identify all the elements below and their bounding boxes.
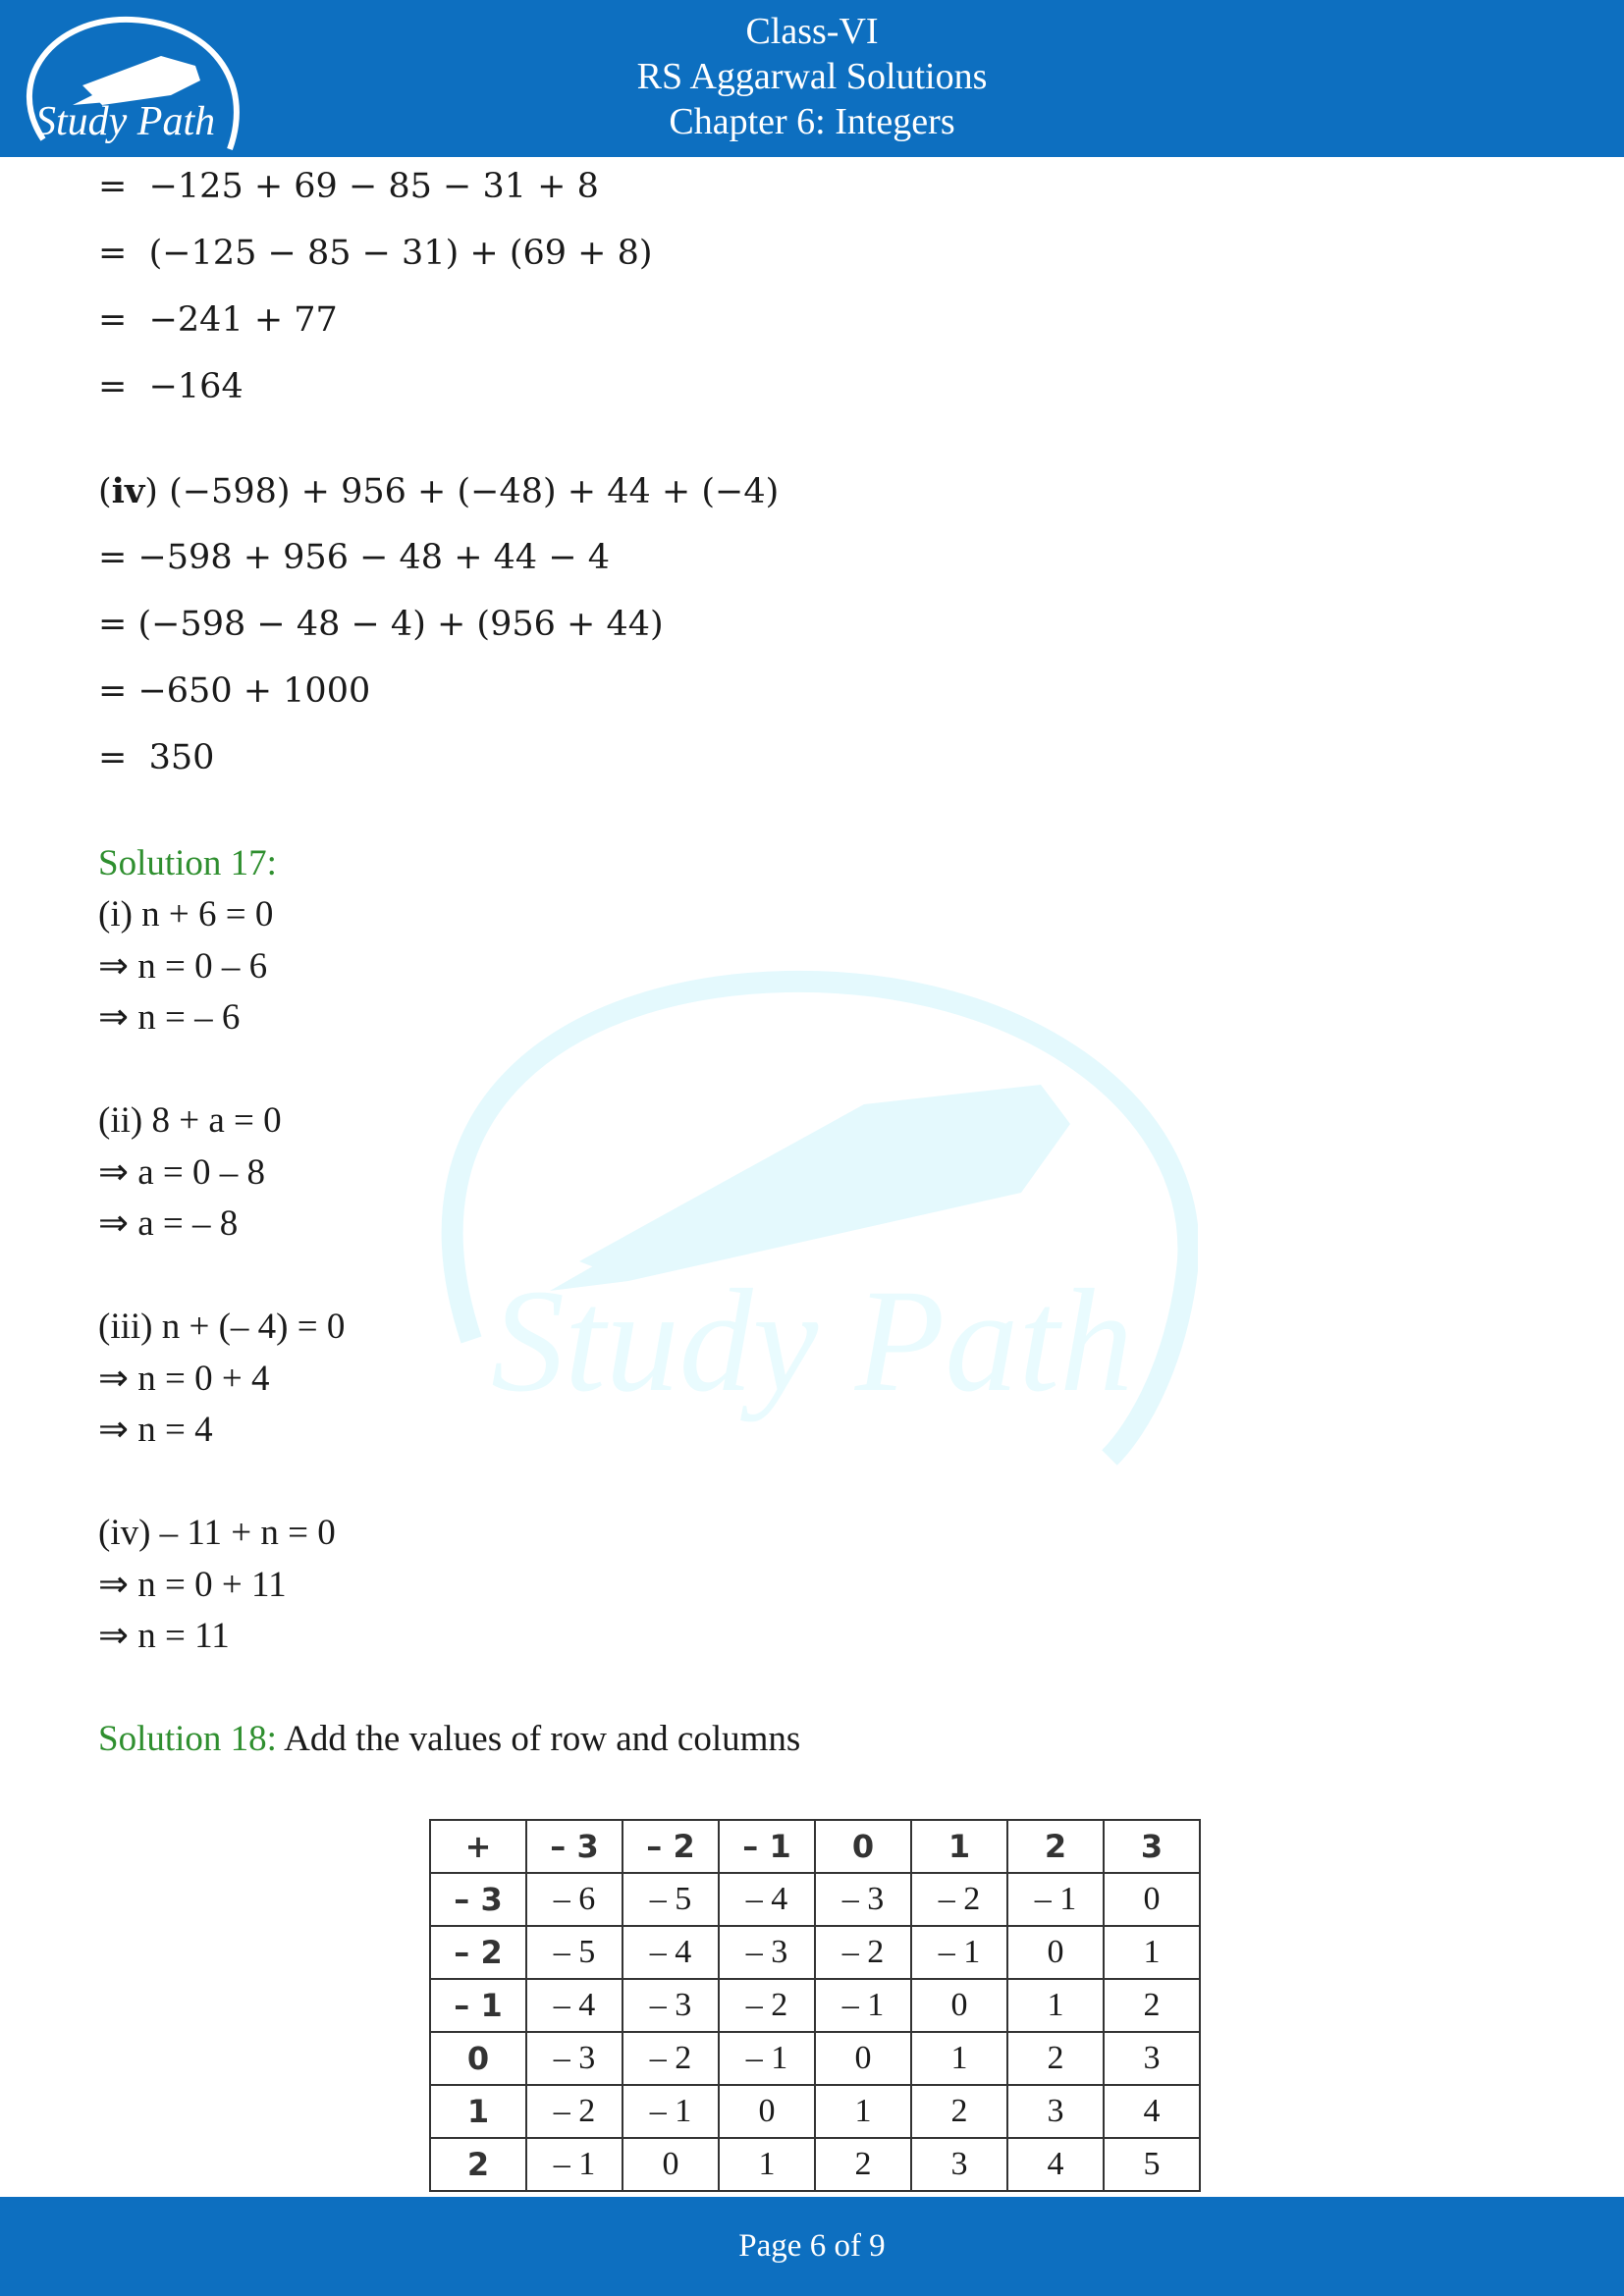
table-cell: 3	[911, 2138, 1007, 2191]
page-footer	[0, 2197, 1624, 2296]
header-book: RS Aggarwal Solutions	[636, 56, 988, 97]
table-cell: – 4	[623, 1926, 719, 1979]
table-cell: – 2	[719, 1979, 815, 2032]
table-header-cell: – 1	[430, 1979, 526, 2032]
table-header-cell: – 2	[623, 1820, 719, 1873]
table-row	[430, 1926, 1200, 1979]
table-row	[430, 1979, 1200, 2032]
iv-label: iv	[111, 471, 145, 511]
table-header-cell: 1	[430, 2085, 526, 2138]
table-cell: 4	[1007, 2138, 1104, 2191]
table-cell: 3	[1104, 2032, 1200, 2085]
table-row	[430, 2032, 1200, 2085]
s17-ii-question: (ii) 8 + a = 0	[98, 1100, 282, 1141]
table-row	[430, 2085, 1200, 2138]
iv-step-2: = (−598 − 48 − 4) + (956 + 44)	[98, 605, 664, 644]
table-cell: – 1	[526, 2138, 623, 2191]
table-cell: 1	[1007, 1979, 1104, 2032]
table-cell: – 5	[623, 1873, 719, 1926]
table-cell: 1	[719, 2138, 815, 2191]
table-header-cell: – 1	[719, 1820, 815, 1873]
iv-step-3: = −650 + 1000	[98, 671, 371, 711]
page-header	[0, 0, 1624, 157]
logo-text: Study Path	[35, 99, 216, 144]
table-row	[430, 2138, 1200, 2191]
table-row	[430, 1873, 1200, 1926]
table-cell: – 4	[719, 1873, 815, 1926]
iii-step-3: = −241 + 77	[98, 300, 338, 340]
table-header-cell: +	[430, 1820, 526, 1873]
table-cell: 1	[815, 2085, 911, 2138]
s17-iii-step-1: ⇒ n = 0 + 4	[98, 1359, 270, 1399]
solution-18-heading	[98, 1718, 800, 1760]
iv-step-1: = −598 + 956 − 48 + 44 − 4	[98, 538, 611, 577]
table-header-cell: 2	[1007, 1820, 1104, 1873]
table-cell: – 3	[815, 1873, 911, 1926]
page-number: Page 6 of 9	[738, 2228, 886, 2264]
iii-step-2: = (−125 − 85 − 31) + (69 + 8)	[98, 234, 653, 273]
table-cell: 0	[911, 1979, 1007, 2032]
table-header-cell: 2	[430, 2138, 526, 2191]
s17-ii-step-1: ⇒ a = 0 – 8	[98, 1152, 266, 1193]
s17-iii-question: (iii) n + (– 4) = 0	[98, 1307, 346, 1347]
solution-17-title: Solution 17:	[98, 843, 277, 883]
watermark-text: Study Path	[491, 1259, 1134, 1422]
table-cell: – 2	[911, 1873, 1007, 1926]
table-header-cell: 3	[1104, 1820, 1200, 1873]
table-cell: 2	[815, 2138, 911, 2191]
s17-iv-question: (iv) – 11 + n = 0	[98, 1513, 336, 1553]
table-cell: 3	[1007, 2085, 1104, 2138]
iv-expression: (−598) + 956 + (−48) + 44 + (−4)	[157, 472, 780, 511]
table-cell: 4	[1104, 2085, 1200, 2138]
table-cell: 2	[911, 2085, 1007, 2138]
table-header-cell: – 3	[430, 1873, 526, 1926]
table-cell: – 6	[526, 1873, 623, 1926]
table-cell: – 1	[911, 1926, 1007, 1979]
addition-table	[429, 1819, 1201, 2192]
solution-18-text: Add the values of row and columns	[276, 1719, 801, 1759]
table-cell: 2	[1007, 2032, 1104, 2085]
table-cell: 1	[911, 2032, 1007, 2085]
table-cell: – 3	[719, 1926, 815, 1979]
table-cell: 0	[623, 2138, 719, 2191]
table-cell: – 4	[526, 1979, 623, 2032]
table-cell: – 2	[623, 2032, 719, 2085]
table-cell: – 1	[1007, 1873, 1104, 1926]
s17-i-step-1: ⇒ n = 0 – 6	[98, 946, 268, 987]
table-cell: 5	[1104, 2138, 1200, 2191]
s17-iv-step-2: ⇒ n = 11	[98, 1616, 230, 1656]
table-cell: 0	[815, 2032, 911, 2085]
table-header-cell: – 2	[430, 1926, 526, 1979]
table-cell: – 1	[623, 2085, 719, 2138]
s17-iv-step-1: ⇒ n = 0 + 11	[98, 1565, 287, 1605]
iv-question: (iv) (−598) + 956 + (−48) + 44 + (−4)	[98, 471, 780, 511]
table-header-cell: 0	[815, 1820, 911, 1873]
s17-ii-step-2: ⇒ a = – 8	[98, 1203, 239, 1244]
iv-step-4: = 350	[98, 738, 215, 777]
table-cell: 0	[719, 2085, 815, 2138]
table-cell: – 5	[526, 1926, 623, 1979]
s17-i-question: (i) n + 6 = 0	[98, 894, 274, 934]
table-cell: – 3	[526, 2032, 623, 2085]
s17-iii-step-2: ⇒ n = 4	[98, 1410, 213, 1450]
header-class: Class-VI	[745, 11, 879, 52]
table-header-cell: 1	[911, 1820, 1007, 1873]
table-cell: 0	[1104, 1873, 1200, 1926]
table-cell: 2	[1104, 1979, 1200, 2032]
table-cell: – 1	[815, 1979, 911, 2032]
table-cell: – 2	[526, 2085, 623, 2138]
table-header-cell: 0	[430, 2032, 526, 2085]
solution-18-title: Solution 18:	[98, 1719, 277, 1759]
table-cell: 1	[1104, 1926, 1200, 1979]
table-cell: – 1	[719, 2032, 815, 2085]
table-cell: – 2	[815, 1926, 911, 1979]
table-row	[430, 1820, 1200, 1873]
s17-i-step-2: ⇒ n = – 6	[98, 997, 241, 1038]
iii-step-4: = −164	[98, 367, 244, 406]
iii-step-1: = −125 + 69 − 85 − 31 + 8	[98, 167, 599, 206]
table-cell: 0	[1007, 1926, 1104, 1979]
header-chapter: Chapter 6: Integers	[669, 101, 955, 142]
table-header-cell: – 3	[526, 1820, 623, 1873]
table-cell: – 3	[623, 1979, 719, 2032]
